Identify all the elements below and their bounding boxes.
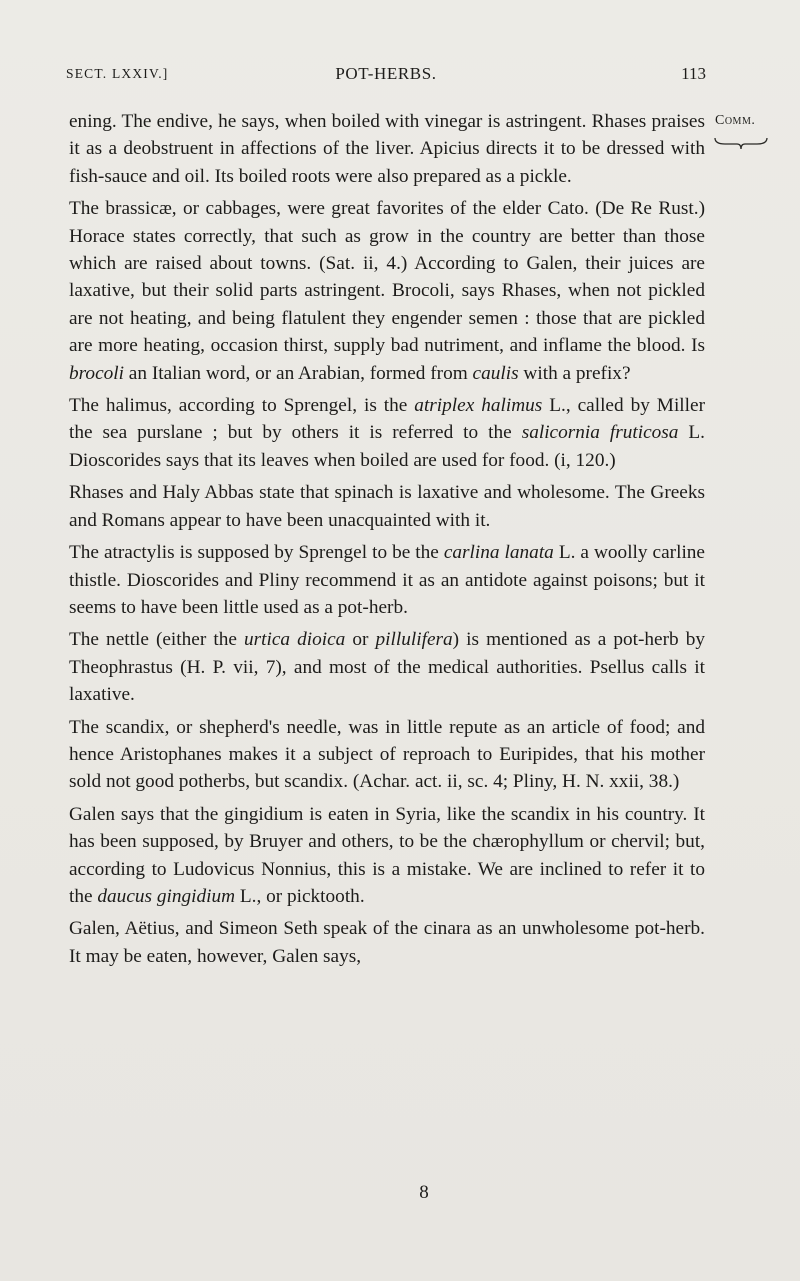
italic-term: caulis: [472, 362, 519, 384]
page-title: POT-HERBS.: [335, 64, 437, 83]
text-segment: The atractylis is supposed by Sprengel to be the: [69, 542, 444, 564]
page-number: 113: [681, 64, 706, 83]
text-segment: L., or picktooth.: [235, 885, 365, 907]
italic-term: daucus gingidium: [97, 885, 236, 907]
signature-mark: [0, 1182, 800, 1204]
margin-note: Comm.: [715, 113, 756, 128]
text-segment: ening. The endive, he says, when boiled with vinegar is astringent. Rhases praises it as a deobstruent in affections of the liver. Apicius directs it to be dressed with fish-sauce and oil. Its boiled roots were also prepared as a pickle.: [69, 111, 705, 187]
paragraph: [69, 195, 705, 387]
text-segment: The nettle (either the: [69, 629, 244, 651]
paragraph: [69, 479, 705, 534]
italic-term: brocoli: [69, 362, 124, 384]
body-text: [69, 108, 705, 971]
paragraph: [69, 714, 705, 796]
italic-term: pillulifera: [375, 629, 453, 651]
text-segment: L., called by Miller the sea purslane ; but by others it is referred to the: [69, 395, 705, 444]
italic-term: salicornia fruticosa: [521, 422, 679, 444]
text-segment: The scandix, or shepherd's needle, was in little repute as an article of food; and hence Aristophanes makes it a subject of reproach to Euripides, that his mother sold not good potherbs, but scandix. (Achar. act. ii, sc. 4; Pliny, H. N. xxii, 38.): [69, 716, 705, 793]
text-segment: Galen says that the gingidium is eaten in Syria, like the scandix in his country. It has been supposed, by Bruyer and others, to be the chærophyllum or chervil; but, according to Ludovicus Nonnius, this is a mistake. We are inclined to refer it to the: [69, 803, 705, 907]
text-segment: The halimus, according to Sprengel, is the: [69, 395, 415, 417]
text-segment: or: [345, 629, 376, 651]
paragraph: [69, 539, 705, 621]
paragraph: [69, 108, 705, 190]
italic-term: atriplex halimus: [414, 395, 543, 417]
text-segment: an Italian word, or an Arabian, formed from: [123, 362, 473, 384]
text-segment: The brassicæ, or cabbages, were great favorites of the elder Cato. (De Re Rust.) Horace states correctly, that such as grow in the country are better than those which are raised about towns. (Sat. ii, 4.) According to Galen, their juices are laxative, but their solid parts astringent. Brocoli, says Rhases, when not pickled are not heating, and being flatulent they engender semen : those that are pickled are more heating, occasion thirst, supply bad nutriment, and inflame the blood. Is: [69, 198, 705, 357]
text-segment: with a prefix?: [518, 362, 631, 384]
section-label: SECT. LXXIV.]: [66, 66, 169, 81]
paragraph: [69, 801, 705, 911]
signature-number: 8: [419, 1182, 429, 1203]
text-segment: Galen, Aëtius, and Simeon Seth speak of the cinara as an unwholesome pot-herb. It may be eaten, however, Galen says,: [69, 918, 705, 967]
paragraph: [69, 392, 705, 474]
italic-term: carlina lanata: [443, 542, 554, 564]
text-segment: Rhases and Haly Abbas state that spinach is laxative and wholesome. The Greeks and Romans appear to have been unacquainted with it.: [69, 482, 705, 531]
text-segment: L. a woolly carline thistle. Dioscorides and Pliny recommend it as an antidote against poisons; but it seems to have been little used as a pot-herb.: [69, 542, 705, 618]
paragraph: [69, 626, 705, 708]
running-header: [66, 62, 706, 86]
italic-term: urtica dioica: [243, 629, 346, 651]
text-segment: L. Dioscorides says that its leaves when boiled are used for food. (i, 120.): [69, 422, 705, 471]
paragraph: [69, 915, 705, 970]
text-segment: ) is mentioned as a pot-herb by Theophrastus (H. P. vii, 7), and most of the medical authorities. Psellus calls it laxative.: [69, 629, 705, 706]
brace-icon: [713, 136, 769, 150]
